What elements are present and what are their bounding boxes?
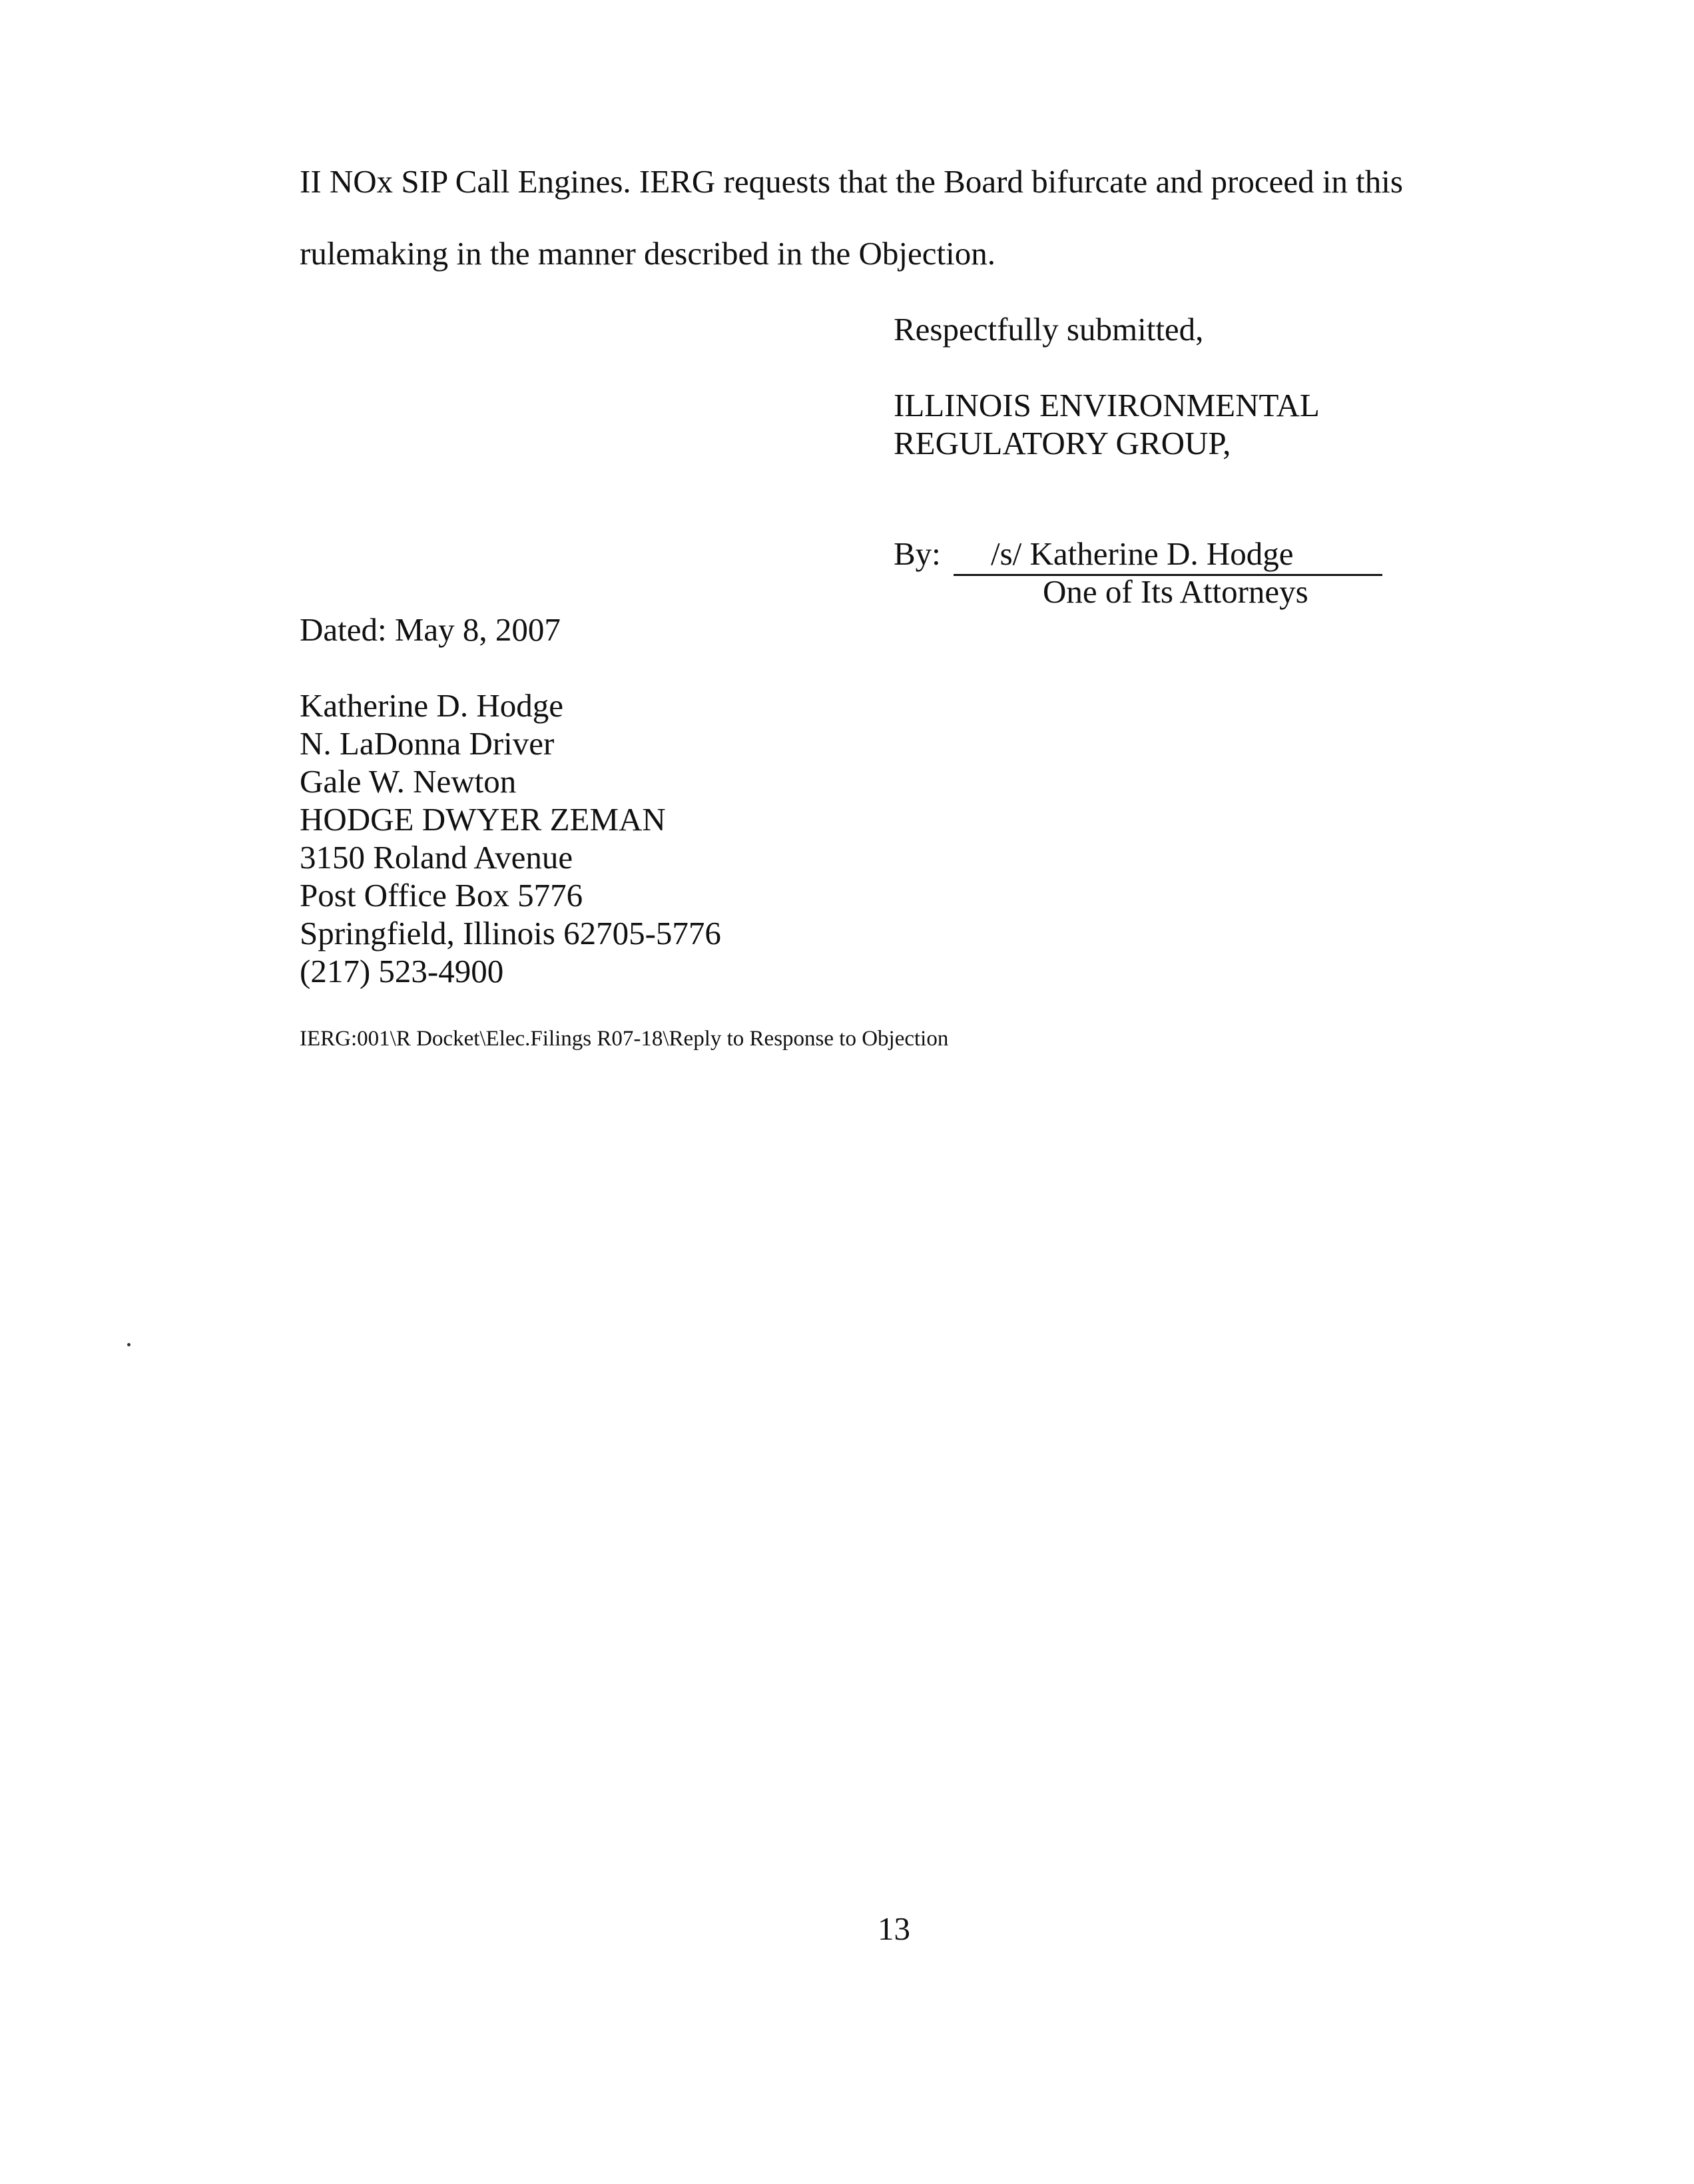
body-text-line-1: II NOx SIP Call Engines. IERG requests that the Board bifurcate and proceed in this	[300, 163, 1403, 200]
closing-text: Respectfully submitted,	[894, 311, 1204, 348]
attorney-contact-block	[300, 686, 721, 990]
document-file-path: IERG:001\R Docket\Elec.Filings R07-18\Reply to Response to Objection	[300, 1027, 949, 1051]
body-text-line-2: rulemaking in the manner described in the Objection.	[300, 235, 996, 272]
po-box: Post Office Box 5776	[300, 877, 583, 914]
city-state-zip: Springfield, Illinois 62705-5776	[300, 915, 721, 952]
attorney-line: Katherine D. Hodge	[300, 687, 563, 724]
phone-number: (217) 523-4900	[300, 953, 504, 989]
page-number: 13	[878, 1910, 910, 1947]
scan-speck	[127, 1343, 131, 1346]
signature-text: /s/ Katherine D. Hodge	[991, 535, 1294, 572]
signature-line	[954, 535, 1382, 576]
attorney-line: Gale W. Newton	[300, 763, 517, 800]
signer-title: One of Its Attorneys	[1043, 573, 1308, 610]
attorney-line: N. LaDonna Driver	[300, 725, 555, 762]
dated-line: Dated: May 8, 2007	[300, 611, 561, 648]
firm-name: HODGE DWYER ZEMAN	[300, 801, 666, 838]
organization-name-line-2: REGULATORY GROUP,	[894, 425, 1231, 461]
by-label: By:	[894, 535, 941, 572]
organization-name-line-1: ILLINOIS ENVIRONMENTAL	[894, 387, 1320, 423]
street-address: 3150 Roland Avenue	[300, 839, 573, 876]
